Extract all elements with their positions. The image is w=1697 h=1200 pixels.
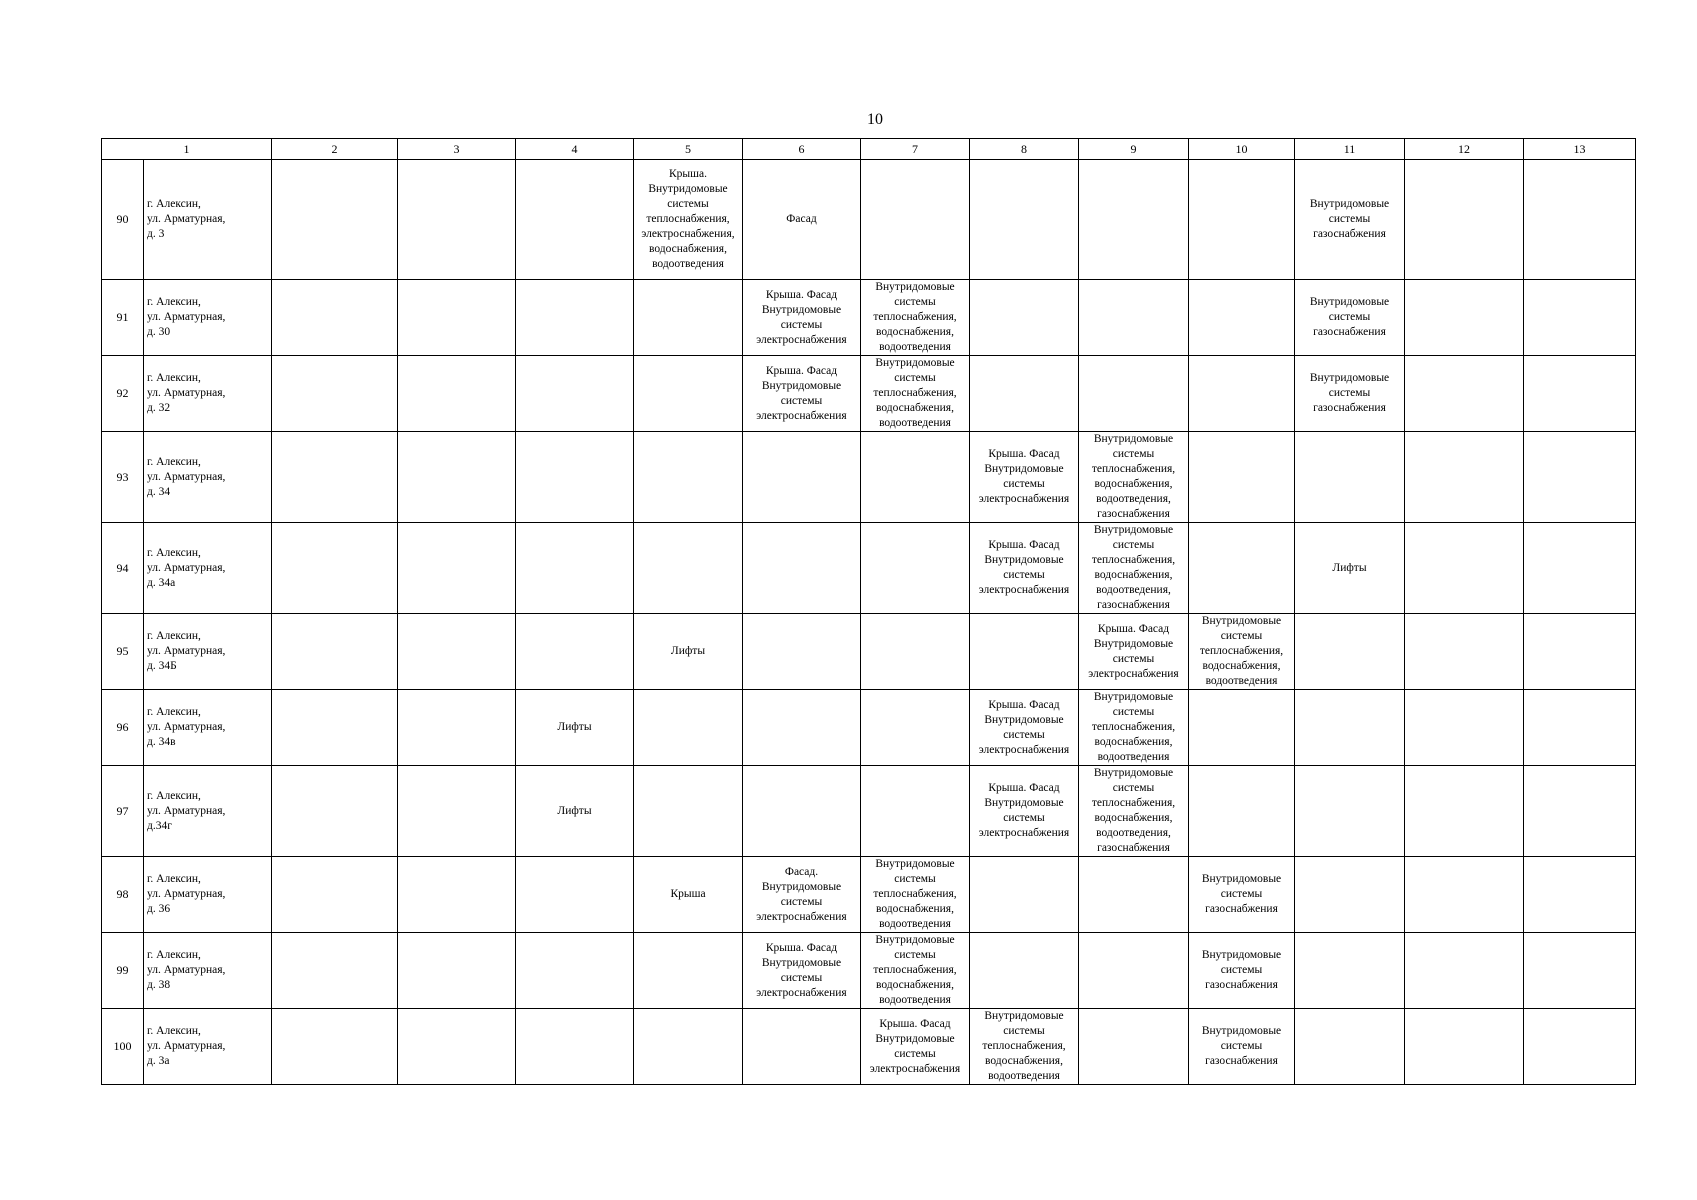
work-cell	[1189, 933, 1295, 1009]
address-cell	[144, 766, 272, 857]
work-cell-text: Внутридомовые системы газоснабжения	[1201, 1025, 1282, 1067]
work-cell	[398, 857, 516, 933]
work-cell	[1079, 933, 1189, 1009]
work-cell-text: Внутридомовые системы теплоснабжения, водоснабжения, водоотведения	[873, 357, 957, 429]
work-cell-text: Крыша. Фасад Внутридомовые системы электроснабжения	[978, 448, 1070, 505]
work-cell	[398, 160, 516, 280]
work-cell-text: Внутридомовые системы теплоснабжения, водоснабжения, водоотведения	[873, 934, 957, 1006]
table-row	[102, 614, 1636, 690]
work-cell	[1405, 857, 1524, 933]
column-header	[1524, 139, 1636, 160]
work-cell-text: Лифты	[557, 804, 592, 817]
work-cell	[272, 1009, 398, 1085]
work-cell	[398, 766, 516, 857]
work-cell-text: Лифты	[1332, 561, 1367, 574]
work-cell	[272, 690, 398, 766]
work-cell	[743, 933, 861, 1009]
work-cell	[861, 766, 970, 857]
column-header-text: 8	[1021, 141, 1027, 156]
work-cell	[861, 432, 970, 523]
work-cell	[1079, 356, 1189, 432]
work-cell	[1524, 160, 1636, 280]
work-cell	[516, 857, 634, 933]
address-cell-text: г. Алексин, ул. Арматурная, д. 34	[147, 455, 226, 498]
work-cell	[272, 523, 398, 614]
column-header-text: 12	[1458, 141, 1470, 156]
address-cell-text: г. Алексин, ул. Арматурная, д. 30	[147, 296, 226, 338]
address-cell	[144, 933, 272, 1009]
work-cell-text: Внутридомовые системы газоснабжения	[1309, 198, 1390, 240]
work-cell	[743, 356, 861, 432]
work-cell	[1295, 356, 1405, 432]
work-cell-text: Внутридомовые системы теплоснабжения, водоснабжения, водоотведения	[873, 858, 957, 930]
work-cell	[970, 614, 1079, 690]
work-cell-text: Внутридомовые системы теплоснабжения, водоснабжения, водоотведения, газоснабжения	[1091, 433, 1176, 520]
work-cell	[272, 857, 398, 933]
column-header-text: 11	[1343, 141, 1356, 156]
work-cell	[1524, 280, 1636, 356]
work-cell-text: Крыша. Фасад Внутридомовые системы электроснабжения	[978, 539, 1070, 596]
work-cell	[970, 432, 1079, 523]
work-cell	[398, 523, 516, 614]
work-cell	[1295, 432, 1405, 523]
work-cell	[1189, 857, 1295, 933]
column-header-text: 9	[1130, 141, 1137, 156]
work-cell-text: Внутридомовые системы теплоснабжения, водоснабжения, водоотведения	[982, 1010, 1066, 1082]
work-cell	[1524, 933, 1636, 1009]
table-row	[102, 766, 1636, 857]
work-cell	[1405, 160, 1524, 280]
work-cell	[398, 1009, 516, 1085]
work-cell-text: Внутридомовые системы теплоснабжения, водоснабжения, водоотведения	[1199, 615, 1284, 687]
work-cell	[1079, 160, 1189, 280]
work-cell	[1189, 523, 1295, 614]
column-header	[634, 139, 743, 160]
row-number	[102, 690, 144, 766]
work-cell	[743, 432, 861, 523]
work-cell	[743, 160, 861, 280]
row-number	[102, 933, 144, 1009]
work-cell	[634, 933, 743, 1009]
work-cell	[1405, 614, 1524, 690]
work-cell-text: Лифты	[557, 721, 592, 733]
row-number-text: 99	[116, 963, 129, 977]
repair-schedule-table	[101, 138, 1636, 1085]
work-cell	[634, 690, 743, 766]
work-cell	[1524, 432, 1636, 523]
work-cell	[634, 614, 743, 690]
work-cell	[398, 432, 516, 523]
row-number-text: 92	[116, 386, 129, 400]
work-cell	[743, 1009, 861, 1085]
row-number-text: 93	[116, 469, 129, 484]
work-cell-text: Внутридомовые системы газоснабжения	[1309, 372, 1390, 414]
work-cell	[861, 857, 970, 933]
work-cell-text: Внутридомовые системы теплоснабжения, водоснабжения, водоотведения	[1091, 691, 1176, 763]
address-cell-text: г. Алексин, ул. Арматурная, д. 36	[147, 873, 226, 915]
work-cell	[1079, 614, 1189, 690]
work-cell	[970, 766, 1079, 857]
work-cell	[634, 356, 743, 432]
work-cell	[516, 614, 634, 690]
address-cell-text: г. Алексин, ул. Арматурная, д. 32	[147, 372, 226, 414]
work-cell	[1189, 160, 1295, 280]
row-number	[102, 857, 144, 933]
work-cell-text: Крыша. Фасад Внутридомовые системы электроснабжения	[756, 288, 847, 346]
work-cell	[1079, 690, 1189, 766]
work-cell	[1189, 1009, 1295, 1085]
work-cell	[634, 160, 743, 280]
address-cell	[144, 690, 272, 766]
work-cell	[516, 933, 634, 1009]
work-cell	[970, 857, 1079, 933]
row-number-text: 100	[113, 1039, 132, 1053]
address-cell	[144, 160, 272, 280]
work-cell	[1524, 690, 1636, 766]
work-cell	[1524, 523, 1636, 614]
work-cell-text: Крыша. Фасад Внутридомовые системы электроснабжения	[978, 782, 1070, 839]
column-header-text: 13	[1573, 141, 1586, 156]
work-cell	[272, 766, 398, 857]
work-cell	[1295, 523, 1405, 614]
row-number-text: 96	[116, 720, 129, 734]
row-number-text: 90	[116, 212, 129, 226]
work-cell	[970, 933, 1079, 1009]
work-cell-text: Крыша. Фасад Внутридомовые системы электроснабжения	[978, 698, 1070, 756]
work-cell	[634, 857, 743, 933]
work-cell	[1295, 766, 1405, 857]
work-cell-text: Внутридомовые системы газоснабжения	[1309, 296, 1390, 338]
work-cell	[516, 1009, 634, 1085]
column-header	[516, 139, 634, 160]
work-cell	[1405, 356, 1524, 432]
work-cell-text: Крыша. Фасад Внутридомовые системы электроснабжения	[756, 941, 847, 999]
address-cell	[144, 614, 272, 690]
row-number-text: 91	[116, 310, 129, 324]
work-cell	[1295, 160, 1405, 280]
work-cell	[272, 933, 398, 1009]
address-cell	[144, 523, 272, 614]
work-cell	[861, 523, 970, 614]
address-cell-text: г. Алексин, ул. Арматурная, д. 34в	[147, 706, 226, 748]
address-cell	[144, 432, 272, 523]
work-cell	[272, 280, 398, 356]
work-cell	[516, 160, 634, 280]
column-header	[1189, 139, 1295, 160]
work-cell-text: Крыша. Фасад Внутридомовые системы электроснабжения	[869, 1017, 961, 1075]
work-cell	[634, 766, 743, 857]
work-cell	[1295, 690, 1405, 766]
row-number	[102, 614, 144, 690]
table-row	[102, 690, 1636, 766]
column-header	[743, 139, 861, 160]
work-cell-text: Фасад. Внутридомовые системы электроснабжения	[756, 865, 847, 923]
work-cell	[743, 614, 861, 690]
column-header	[1295, 139, 1405, 160]
work-cell	[272, 356, 398, 432]
work-cell	[634, 523, 743, 614]
work-cell	[1079, 766, 1189, 857]
row-number	[102, 160, 144, 280]
row-number	[102, 1009, 144, 1085]
work-cell	[743, 523, 861, 614]
column-header	[272, 139, 398, 160]
work-cell	[861, 1009, 970, 1085]
work-cell	[398, 280, 516, 356]
work-cell	[1189, 690, 1295, 766]
work-cell	[1524, 857, 1636, 933]
table-row	[102, 356, 1636, 432]
table-row	[102, 432, 1636, 523]
work-cell	[1079, 523, 1189, 614]
column-header-text: 4	[571, 141, 578, 156]
work-cell	[861, 614, 970, 690]
work-cell	[743, 280, 861, 356]
work-cell	[1079, 280, 1189, 356]
work-cell	[1189, 356, 1295, 432]
work-cell-text: Внутридомовые системы теплоснабжения, водоснабжения, водоотведения, газоснабжения	[1091, 767, 1176, 854]
work-cell	[1405, 933, 1524, 1009]
work-cell	[516, 690, 634, 766]
work-cell	[1524, 1009, 1636, 1085]
table-row	[102, 280, 1636, 356]
work-cell	[398, 356, 516, 432]
work-cell	[1295, 614, 1405, 690]
column-header-text: 6	[798, 141, 805, 156]
work-cell	[1524, 766, 1636, 857]
column-header	[861, 139, 970, 160]
column-header-text: 5	[685, 141, 691, 156]
work-cell-text: Внутридомовые системы газоснабжения	[1201, 949, 1282, 991]
work-cell	[1189, 432, 1295, 523]
address-cell-text: г. Алексин, ул. Арматурная, д. 34а	[147, 546, 226, 589]
work-cell	[1405, 766, 1524, 857]
work-cell	[1295, 857, 1405, 933]
address-cell	[144, 356, 272, 432]
work-cell	[1405, 432, 1524, 523]
work-cell	[272, 160, 398, 280]
work-cell	[398, 614, 516, 690]
row-number	[102, 432, 144, 523]
row-number	[102, 766, 144, 857]
table-row	[102, 523, 1636, 614]
address-cell	[144, 280, 272, 356]
column-header	[1079, 139, 1189, 160]
column-header	[970, 139, 1079, 160]
work-cell	[272, 614, 398, 690]
page-number: 10	[867, 111, 883, 128]
work-cell	[743, 690, 861, 766]
work-cell	[634, 432, 743, 523]
table-row	[102, 160, 1636, 280]
column-header	[102, 139, 272, 160]
table-row	[102, 1009, 1636, 1085]
work-cell	[1405, 690, 1524, 766]
address-cell-text: г. Алексин, ул. Арматурная, д. 3	[147, 198, 226, 240]
work-cell	[516, 432, 634, 523]
work-cell	[1405, 280, 1524, 356]
row-number-text: 97	[116, 803, 129, 818]
row-number	[102, 523, 144, 614]
table-row	[102, 857, 1636, 933]
work-cell	[634, 1009, 743, 1085]
work-cell	[1524, 614, 1636, 690]
work-cell	[970, 690, 1079, 766]
work-cell	[1405, 523, 1524, 614]
address-cell	[144, 1009, 272, 1085]
row-number-text: 94	[116, 560, 129, 575]
column-header	[1405, 139, 1524, 160]
work-cell	[398, 933, 516, 1009]
work-cell	[398, 690, 516, 766]
work-cell	[1295, 1009, 1405, 1085]
work-cell	[970, 280, 1079, 356]
work-cell	[743, 857, 861, 933]
work-cell-text: Фасад	[786, 213, 817, 225]
work-cell	[516, 356, 634, 432]
work-cell	[861, 690, 970, 766]
work-cell	[861, 933, 970, 1009]
work-cell	[1295, 933, 1405, 1009]
work-cell	[743, 766, 861, 857]
row-number	[102, 280, 144, 356]
work-cell	[1079, 857, 1189, 933]
column-header-text: 7	[912, 141, 918, 156]
work-cell	[861, 160, 970, 280]
work-cell	[1295, 280, 1405, 356]
column-header	[398, 139, 516, 160]
column-header-text: 3	[453, 141, 460, 156]
work-cell	[861, 356, 970, 432]
work-cell-text: Крыша	[670, 888, 706, 900]
table-row	[102, 933, 1636, 1009]
work-cell	[272, 432, 398, 523]
address-cell	[144, 857, 272, 933]
work-cell	[970, 523, 1079, 614]
work-cell	[1524, 356, 1636, 432]
address-cell-text: г. Алексин, ул. Арматурная, д. 3а	[147, 1025, 226, 1067]
work-cell	[516, 523, 634, 614]
address-cell-text: г. Алексин, ул. Арматурная, д.34г	[147, 789, 226, 832]
work-cell-text: Внутридомовые системы теплоснабжения, водоснабжения, водоотведения, газоснабжения	[1091, 524, 1176, 611]
column-header-text: 2	[331, 141, 338, 156]
work-cell-text: Внутридомовые системы газоснабжения	[1201, 873, 1282, 915]
work-cell	[1079, 1009, 1189, 1085]
work-cell	[1189, 614, 1295, 690]
work-cell	[1189, 766, 1295, 857]
row-number-text: 98	[116, 887, 129, 901]
work-cell	[516, 766, 634, 857]
work-cell-text: Лифты	[670, 645, 706, 657]
address-cell-text: г. Алексин, ул. Арматурная, д. 34Б	[147, 630, 226, 672]
work-cell	[970, 160, 1079, 280]
column-header-text: 1	[183, 141, 190, 156]
row-number	[102, 356, 144, 432]
work-cell	[516, 280, 634, 356]
work-cell	[1079, 432, 1189, 523]
column-header-text: 10	[1235, 141, 1248, 156]
row-number-text: 95	[116, 644, 129, 658]
work-cell-text: Крыша. Внутридомовые системы теплоснабжения, электроснабжения, водоснабжения, водоотведения	[641, 168, 735, 270]
work-cell	[861, 280, 970, 356]
header-row	[102, 139, 1636, 160]
work-cell-text: Внутридомовые системы теплоснабжения, водоснабжения, водоотведения	[873, 281, 957, 353]
work-cell	[970, 1009, 1079, 1085]
work-cell	[970, 356, 1079, 432]
address-cell-text: г. Алексин, ул. Арматурная, д. 38	[147, 949, 226, 991]
work-cell-text: Крыша. Фасад Внутридомовые системы электроснабжения	[756, 364, 847, 422]
work-cell-text: Крыша. Фасад Внутридомовые системы электроснабжения	[1088, 622, 1179, 680]
work-cell	[1405, 1009, 1524, 1085]
work-cell	[634, 280, 743, 356]
work-cell	[1189, 280, 1295, 356]
